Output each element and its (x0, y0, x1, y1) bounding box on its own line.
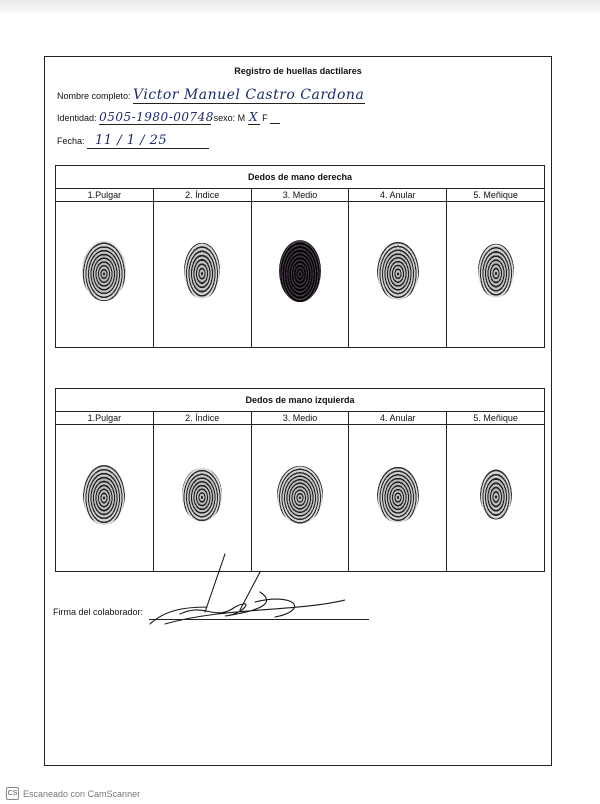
fingerprint-image (478, 244, 514, 298)
left-thumb-cell (56, 412, 154, 571)
right-hand-header: Dedos de mano derecha (56, 166, 544, 189)
id-row (57, 110, 280, 125)
name-value: Victor Manuel Castro Cardona (133, 87, 365, 103)
finger-label: 3. Medio (252, 412, 349, 425)
handwritten-signature (145, 552, 345, 632)
left-hand-table (55, 388, 545, 572)
finger-label: 4. Anular (349, 412, 446, 425)
fingerprint-image (277, 465, 323, 523)
id-field (99, 110, 214, 125)
right-middle-cell (252, 189, 350, 347)
date-value: 11 / 1 / 25 (95, 133, 168, 148)
date-row (57, 133, 209, 149)
name-field (133, 87, 365, 104)
finger-label: 5. Meñique (447, 189, 544, 202)
signature-label: Firma del colaborador: (53, 607, 144, 617)
left-hand-header: Dedos de mano izquierda (56, 389, 544, 412)
fingerprint-image (82, 241, 126, 301)
finger-label: 3. Medio (252, 189, 349, 202)
sex-label: sexo: M (213, 113, 246, 123)
form-title: Registro de huellas dactilares (234, 66, 362, 76)
finger-label: 1.Pulgar (56, 189, 153, 202)
date-field (87, 133, 209, 149)
right-index-cell (154, 189, 252, 347)
fingerprint-form (44, 56, 552, 766)
id-value: 0505-1980-00748 (99, 110, 214, 124)
scanner-text: Escaneado con CamScanner (23, 788, 141, 799)
fingerprint-image (184, 243, 220, 299)
camscanner-icon: CS (6, 787, 19, 800)
left-pinky-cell (447, 412, 544, 571)
scanner-watermark (6, 787, 140, 800)
id-label: Identidad: (57, 113, 97, 123)
name-label: Nombre completo: (57, 91, 131, 101)
finger-label: 2. Índice (154, 412, 251, 425)
left-index-cell (154, 412, 252, 571)
fingerprint-image (377, 242, 419, 300)
date-label: Fecha: (57, 136, 85, 146)
fingerprint-image (377, 466, 419, 522)
right-hand-table (55, 165, 545, 348)
fingerprint-image (83, 465, 125, 525)
sex-m-field (248, 110, 260, 125)
right-thumb-cell (56, 189, 154, 347)
name-row (57, 87, 365, 104)
finger-label: 5. Meñique (447, 412, 544, 425)
right-pinky-cell (447, 189, 544, 347)
finger-label: 4. Anular (349, 189, 446, 202)
sex-f-field (270, 113, 280, 124)
sex-mark: X (249, 110, 259, 124)
right-ring-cell (349, 189, 447, 347)
left-middle-cell (252, 412, 350, 571)
finger-label: 1.Pulgar (56, 412, 153, 425)
sex-f-label: F (262, 113, 268, 123)
left-ring-cell (349, 412, 447, 571)
scan-edge (0, 0, 600, 14)
finger-label: 2. Índice (154, 189, 251, 202)
fingerprint-image (182, 467, 222, 521)
fingerprint-image (279, 240, 321, 302)
fingerprint-image (480, 469, 512, 519)
